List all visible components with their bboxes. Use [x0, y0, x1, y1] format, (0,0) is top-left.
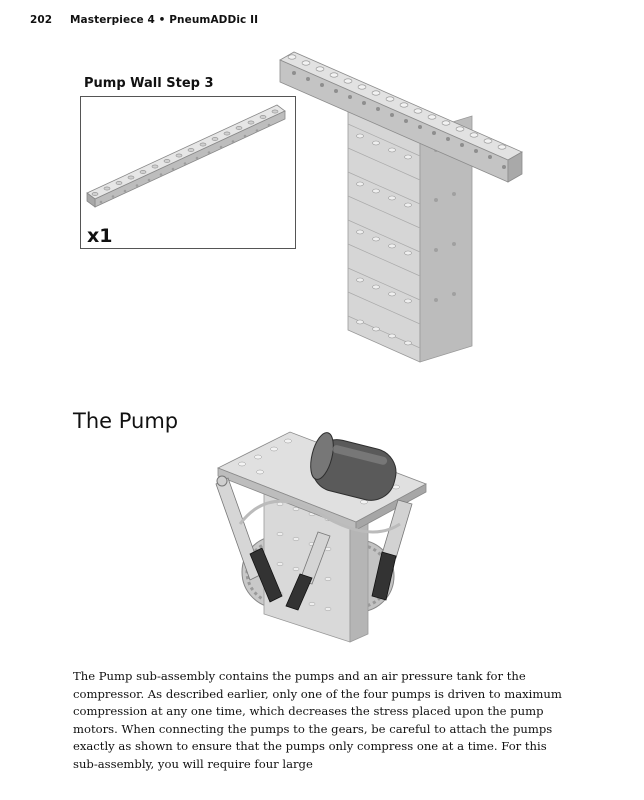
- technic-beam: [87, 105, 285, 207]
- step-label: Pump Wall Step 3: [84, 76, 214, 91]
- running-header: [30, 14, 258, 26]
- technic-beam-part-illustration: [81, 97, 295, 248]
- part-quantity: x1: [87, 225, 113, 247]
- section-heading: The Pump: [73, 409, 179, 434]
- page-number: 202: [30, 14, 53, 26]
- pump-wall-assembly-illustration: [276, 40, 526, 370]
- running-title: Masterpiece 4 • PneumADDic II: [69, 14, 259, 26]
- body-paragraph: [73, 668, 565, 774]
- body-paragraph-text: The Pump sub-assembly contains the pumps and an air pressure tank for the compressor. As described earlier, only one of the four pumps is driven to maximum compression at any one time, which decreases the stress placed upon the pump motors. When connecting the pumps to the gears, be careful to attach the pumps exactly as shown to ensure that the pumps only compress one at a time. For this sub-assembly, you will require four large: [73, 669, 562, 771]
- pump-subassembly-illustration: [200, 424, 440, 646]
- parts-callout-box: [80, 96, 296, 249]
